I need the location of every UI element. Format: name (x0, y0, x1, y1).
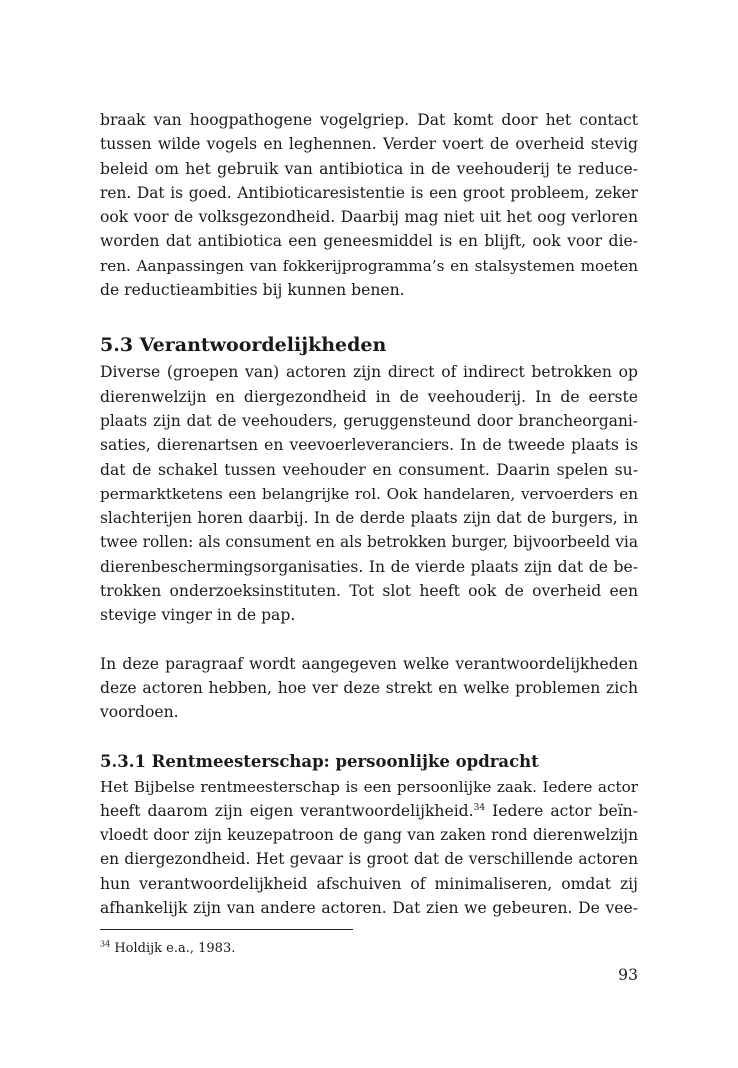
text-line: worden dat antibiotica een geneesmiddel is en blijft, ook voor die- (100, 232, 638, 251)
text-line: beleid om het gebruik van antibiotica in de veehouderij te reduce- (100, 159, 638, 178)
text-line: stevige vinger in de pap. (100, 606, 296, 625)
text-line: saties, dierenartsen en veevoerleveranciers. In de tweede plaats is (100, 436, 638, 455)
section-paragraph-2 (100, 652, 638, 725)
text-line: voordoen. (100, 703, 179, 722)
text-line: ren. Dat is goed. Antibioticaresistentie is een groot probleem, zeker (100, 183, 638, 202)
text-line: dierenbeschermingsorganisaties. In de vierde plaats zijn dat de be- (100, 557, 638, 576)
text-line: deze actoren hebben, hoe ver deze strekt en welke problemen zich (100, 678, 638, 697)
text-line: dierenwelzijn en diergezondheid in de veehouderij. In de eerste (100, 387, 638, 406)
text-line: Diverse (groepen van) actoren zijn direct of indirect betrokken op (100, 363, 638, 382)
text-line: braak van hoogpathogene vogelgriep. Dat komt door het contact (100, 111, 638, 129)
footnote-reference[interactable]: 34 (473, 802, 486, 813)
text-line: afhankelijk zijn van andere actoren. Dat zien we gebeuren. De vee- (100, 899, 638, 918)
text-line: tussen wilde vogels en leghennen. Verder voert de overheid stevig (100, 135, 638, 154)
page-number: 93 (618, 966, 638, 984)
text-line: ook voor de volksgezondheid. Daarbij mag niet uit het oog verloren (100, 208, 638, 227)
text-fragment: Iedere actor beïn- (485, 801, 638, 820)
subsection-heading: 5.3.1 Rentmeesterschap: persoonlijke opdracht (100, 751, 539, 771)
intro-paragraph (100, 108, 638, 302)
footnote-text: Holdijk e.a., 1983. (110, 941, 236, 956)
text-line: en diergezondheid. Het gevaar is groot dat de verschillende actoren (100, 850, 638, 869)
subsection-paragraph (100, 775, 638, 921)
text-line: hun verantwoordelijkheid afschuiven of minimaliseren, omdat zij (100, 874, 638, 893)
text-line: ren. Aanpassingen van fokkerijprogramma’s en stalsystemen moeten (100, 256, 638, 275)
text-line: dat de schakel tussen veehouder en consument. Daarin spelen su- (100, 460, 638, 479)
text-line: vloedt door zijn keuzepatroon de gang van zaken rond dierenwelzijn (100, 826, 638, 845)
text-line: trokken onderzoeksinstituten. Tot slot heeft ook de overheid een (100, 582, 638, 601)
text-line: In deze paragraaf wordt aangegeven welke verantwoordelijkheden (100, 654, 638, 673)
text-line: Het Bijbelse rentmeesterschap is een persoonlijke zaak. Iedere actor (100, 777, 638, 796)
section-paragraph-1 (100, 360, 638, 627)
text-line (100, 799, 638, 823)
section-heading: 5.3 Verantwoordelijkheden (100, 334, 387, 357)
page-body (100, 108, 638, 920)
text-line: slachterijen horen daarbij. In de derde plaats zijn dat de burgers, in (100, 509, 638, 528)
text-line: plaats zijn dat de veehouders, geruggensteund door brancheorgani- (100, 411, 638, 430)
text-line: twee rollen: als consument en als betrokken burger, bijvoorbeeld via (100, 533, 638, 552)
text-fragment: heeft daarom zijn eigen verantwoordelijkheid. (100, 801, 474, 820)
text-line: permarktketens een belangrijke rol. Ook handelaren, vervoerders en (100, 484, 638, 503)
footnote (100, 940, 235, 958)
text-line: de reductieambities bij kunnen benen. (100, 281, 405, 300)
footnote-divider (100, 929, 353, 930)
footnote-number: 34 (100, 939, 111, 949)
